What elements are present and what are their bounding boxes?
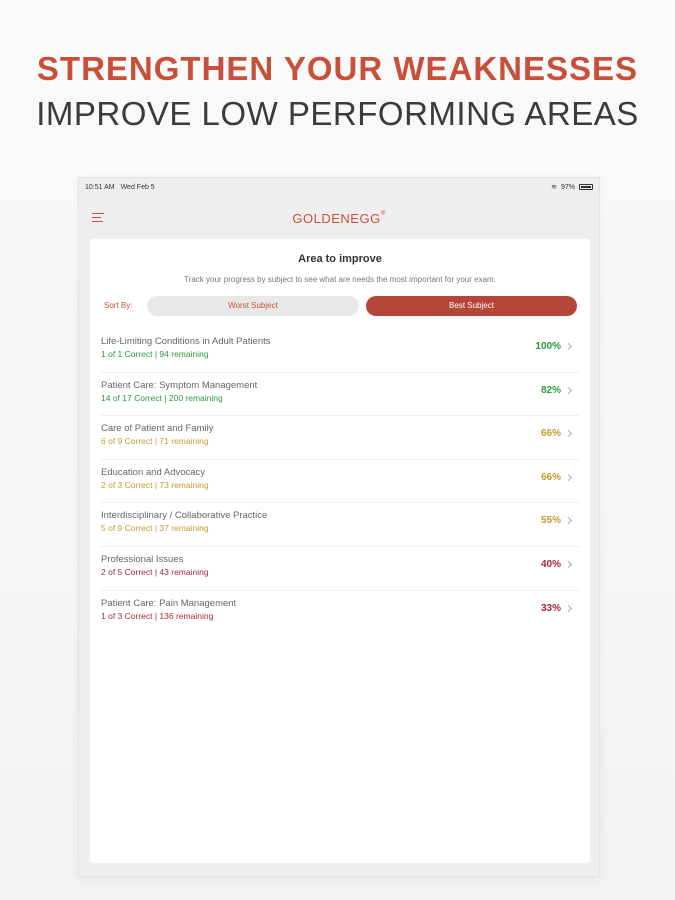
card-subtitle: Track your progress by subject to see what are needs the most important for your exam. [184, 275, 496, 284]
subject-name: Education and Advocacy [101, 466, 206, 478]
subject-percent: 55% [540, 515, 561, 527]
subject-row[interactable] [101, 329, 579, 373]
hamburger-menu-icon[interactable] [92, 213, 104, 222]
subject-percent: 82% [540, 384, 561, 396]
subject-stats: 2 of 3 Correct | 73 remaining [101, 479, 209, 490]
app-logo [292, 211, 385, 226]
sort-label: Sort By: [104, 301, 133, 310]
subject-stats: 14 of 17 Correct | 200 remaining [101, 392, 223, 403]
chevron-right-icon [565, 343, 572, 350]
status-bar [79, 178, 599, 196]
subject-name: Care of Patient and Family [101, 423, 214, 435]
subject-row[interactable] [101, 373, 579, 417]
subject-list [101, 329, 579, 634]
subject-row[interactable] [101, 591, 579, 635]
wifi-icon: ≋ [551, 184, 557, 191]
area-to-improve-card [90, 239, 590, 863]
subject-row[interactable] [101, 503, 579, 547]
chevron-right-icon [565, 605, 572, 612]
subject-percent: 33% [540, 602, 561, 614]
chevron-right-icon [565, 561, 572, 568]
chevron-right-icon [565, 430, 572, 437]
subject-row[interactable] [101, 547, 579, 591]
subject-name: Professional Issues [101, 553, 184, 565]
subject-name: Life-Limiting Conditions in Adult Patients [101, 336, 271, 347]
subject-stats: 2 of 5 Correct | 43 remaining [101, 566, 209, 577]
subject-name: Patient Care: Symptom Management [101, 379, 258, 391]
worst-subject-button[interactable]: Worst Subject [147, 296, 359, 316]
subject-percent: 100% [535, 341, 561, 352]
status-time: 10:51 AM [85, 183, 115, 191]
subject-row[interactable] [101, 416, 579, 460]
subject-stats: 1 of 3 Correct | 136 remaining [101, 610, 214, 621]
subject-row[interactable] [101, 460, 579, 504]
headline-title: STRENGTHEN YOUR WEAKNESSES [36, 50, 639, 87]
subject-stats: 6 of 9 Correct | 71 remaining [101, 436, 209, 447]
tablet-screen [78, 177, 600, 877]
chevron-right-icon [565, 474, 572, 481]
chevron-right-icon [565, 517, 572, 524]
logo-text: GOLDENEGG [292, 210, 381, 226]
battery-icon [579, 184, 593, 190]
status-date: Wed Feb 5 [120, 183, 155, 191]
subject-stats: 5 of 9 Correct | 37 remaining [101, 523, 209, 534]
nav-bar [79, 200, 599, 236]
best-subject-button[interactable]: Best Subject [366, 296, 577, 316]
battery-percent: 97% [560, 183, 575, 191]
subject-stats: 1 of 1 Correct | 94 remaining [101, 349, 209, 359]
card-title: Area to improve [298, 253, 382, 265]
subject-percent: 66% [540, 428, 561, 440]
subject-percent: 40% [540, 558, 561, 570]
chevron-right-icon [565, 387, 572, 394]
subject-name: Interdisciplinary / Collaborative Practice [101, 510, 268, 522]
logo-registered-mark: ® [380, 210, 386, 217]
headline-subtitle: IMPROVE LOW PERFORMING AREAS [36, 95, 639, 132]
subject-name: Patient Care: Pain Management [101, 597, 237, 609]
sort-controls [104, 295, 577, 316]
subject-percent: 66% [540, 471, 561, 483]
